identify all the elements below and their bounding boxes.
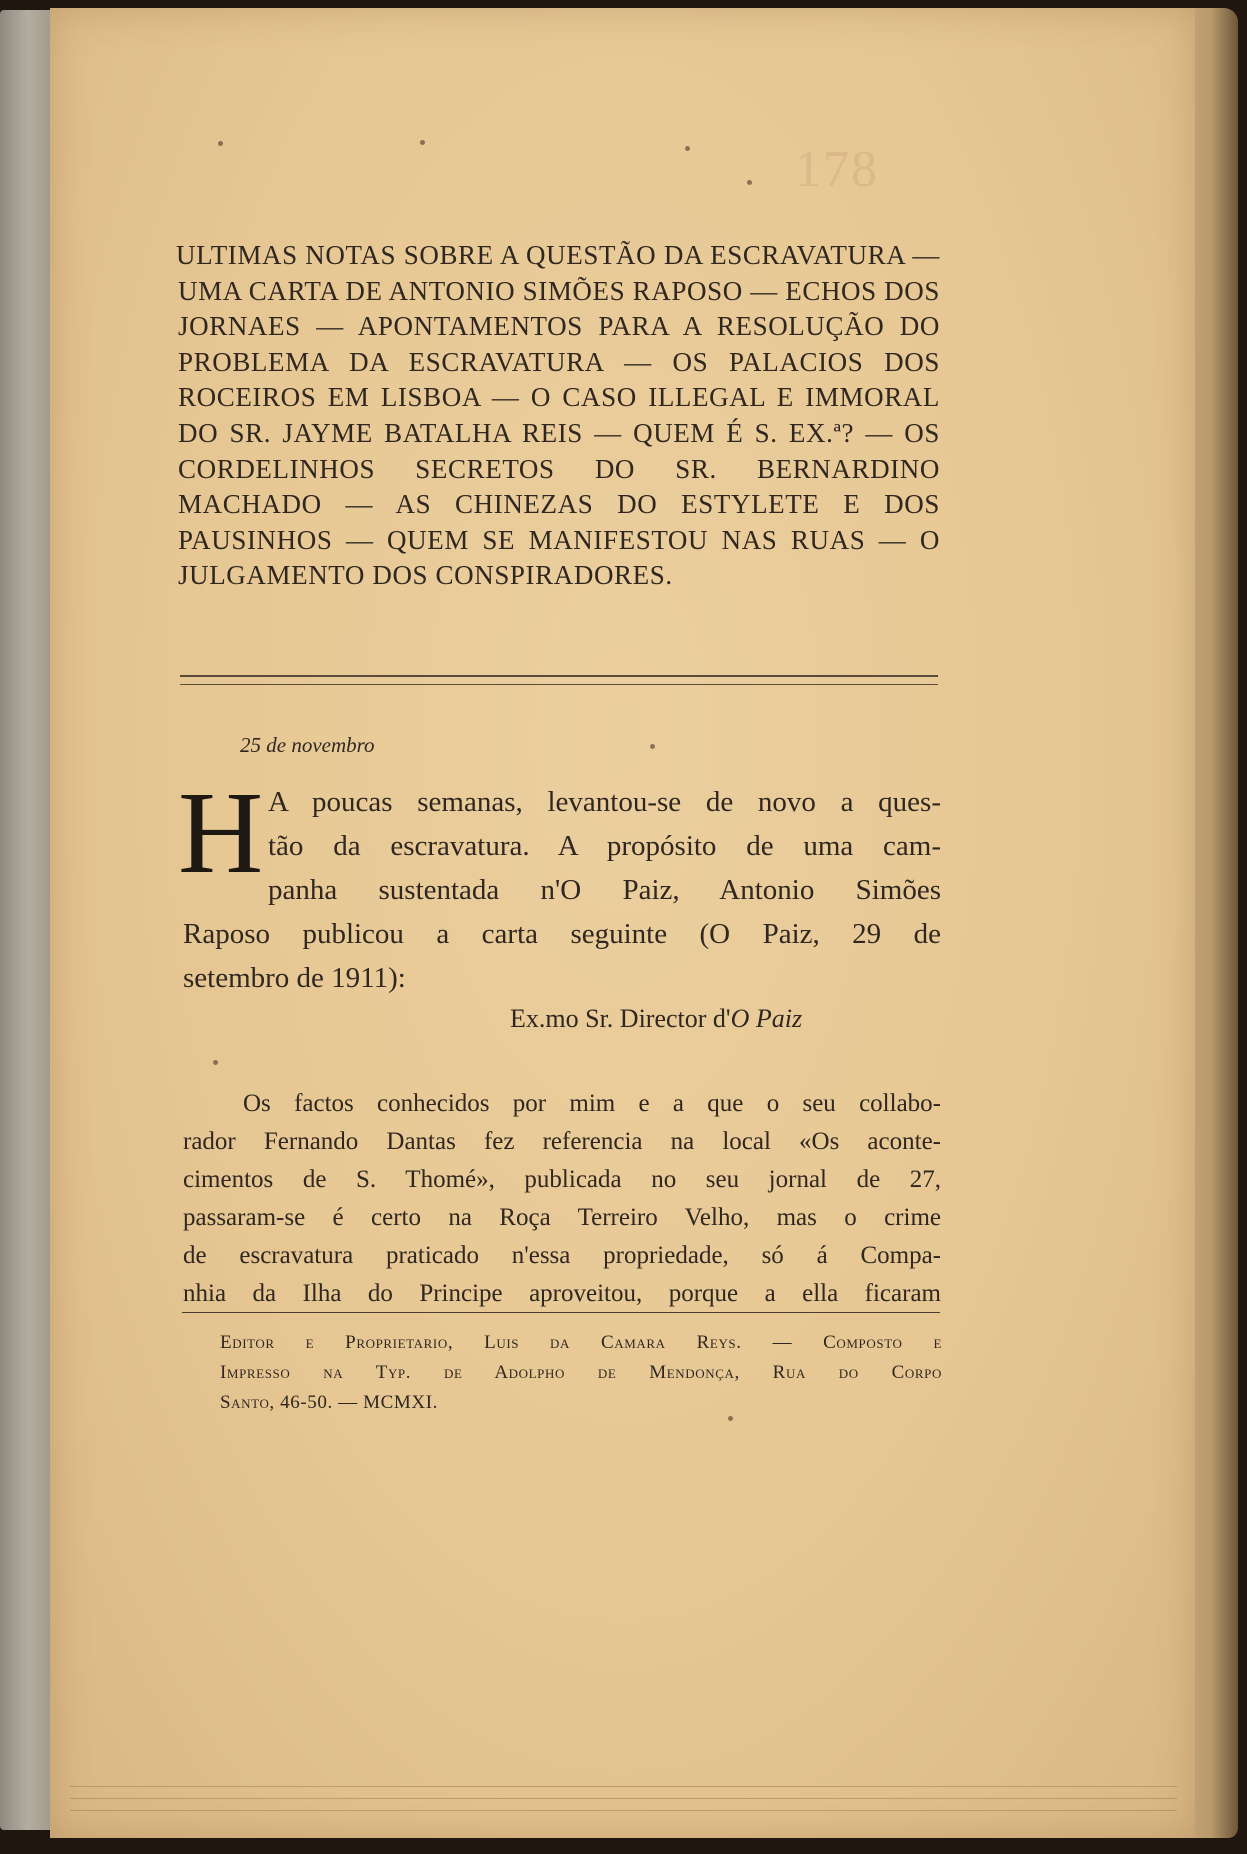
- paragraph-2: [183, 1085, 941, 1313]
- imprint-line: Santo, 46-50. — MCMXI.: [220, 1392, 438, 1413]
- ink-speck: [685, 146, 690, 151]
- text-line: rador Fernando Dantas fez referencia na local «Os aconte-: [183, 1128, 941, 1155]
- chapter-summary: ULTIMAS NOTAS SOBRE A QUESTÃO DA ESCRAVATURA — UMA CARTA DE ANTONIO SIMÕES RAPOSO — ECHOS DOS JORNAES — APONTAMENTOS PARA A RESOLUÇÃO DO PROBLEMA DA ESCRAVATURA — OS PALACIOS DOS ROCEIROS EM LISBOA — O CASO ILLEGAL E IMMORAL DO SR. JAYME BATALHA REIS — QUEM É S. EX.ª? — OS CORDELINHOS SECRETOS DO SR. BERNARDINO MACHADO — AS CHINEZAS DO ESTYLETE E DOS PAUSINHOS — QUEM SE MANIFESTOU NAS RUAS — O JULGAMENTO DOS CONSPIRADORES.: [176, 240, 940, 591]
- salutation-text: Ex.mo Sr. Director d': [510, 1004, 731, 1033]
- ink-speck: [747, 180, 752, 185]
- page-bottom-edge-line: [70, 1798, 1177, 1799]
- drop-cap: H: [178, 767, 264, 898]
- ink-speck: [218, 141, 223, 146]
- printer-imprint: [220, 1328, 942, 1418]
- imprint-line: Impresso na Typ. de Adolpho de Mendonça, Rua do Corpo: [220, 1362, 942, 1383]
- imprint-rule: [182, 1312, 940, 1313]
- newspaper-name: O Paiz: [730, 1004, 803, 1033]
- paragraph-1-rest: [183, 912, 941, 1000]
- imprint-line: Editor e Proprietario, Luis da Camara Reys. — Composto e: [220, 1332, 942, 1353]
- letter-salutation: [510, 1004, 802, 1034]
- text-line: cimentos de S. Thomé», publicada no seu jornal de 27,: [183, 1166, 941, 1193]
- text-line: A poucas semanas, levantou-se de novo a ques-: [268, 786, 941, 818]
- text-line: tão da escravatura. A propósito de uma cam-: [268, 830, 941, 862]
- ink-speck: [213, 1060, 218, 1065]
- page-bottom-edge-line: [70, 1810, 1177, 1811]
- text-line: setembro de 1911):: [183, 962, 406, 994]
- text-line: panha sustentada n'O Paiz, Antonio Simões: [268, 874, 941, 906]
- text-line: nhia da Ilha do Principe aproveitou, porque a ella ficaram: [183, 1280, 941, 1307]
- double-rule-divider: [180, 675, 938, 685]
- ink-speck: [650, 744, 655, 749]
- text-line: passaram-se é certo na Roça Terreiro Velho, mas o crime: [183, 1204, 941, 1231]
- dateline: 25 de novembro: [240, 733, 375, 757]
- ink-speck: [728, 1416, 733, 1421]
- text-line: Os factos conhecidos por mim e a que o seu collabo-: [243, 1090, 941, 1117]
- ink-speck: [420, 140, 425, 145]
- page-bottom-edge-line: [70, 1786, 1177, 1787]
- paragraph-1-lead: [268, 780, 941, 912]
- faded-page-number: 178: [795, 141, 879, 198]
- text-line: Raposo publicou a carta seguinte (O Paiz, 29 de: [183, 918, 941, 950]
- text-line: de escravatura praticado n'essa propriedade, só á Compa-: [183, 1242, 941, 1269]
